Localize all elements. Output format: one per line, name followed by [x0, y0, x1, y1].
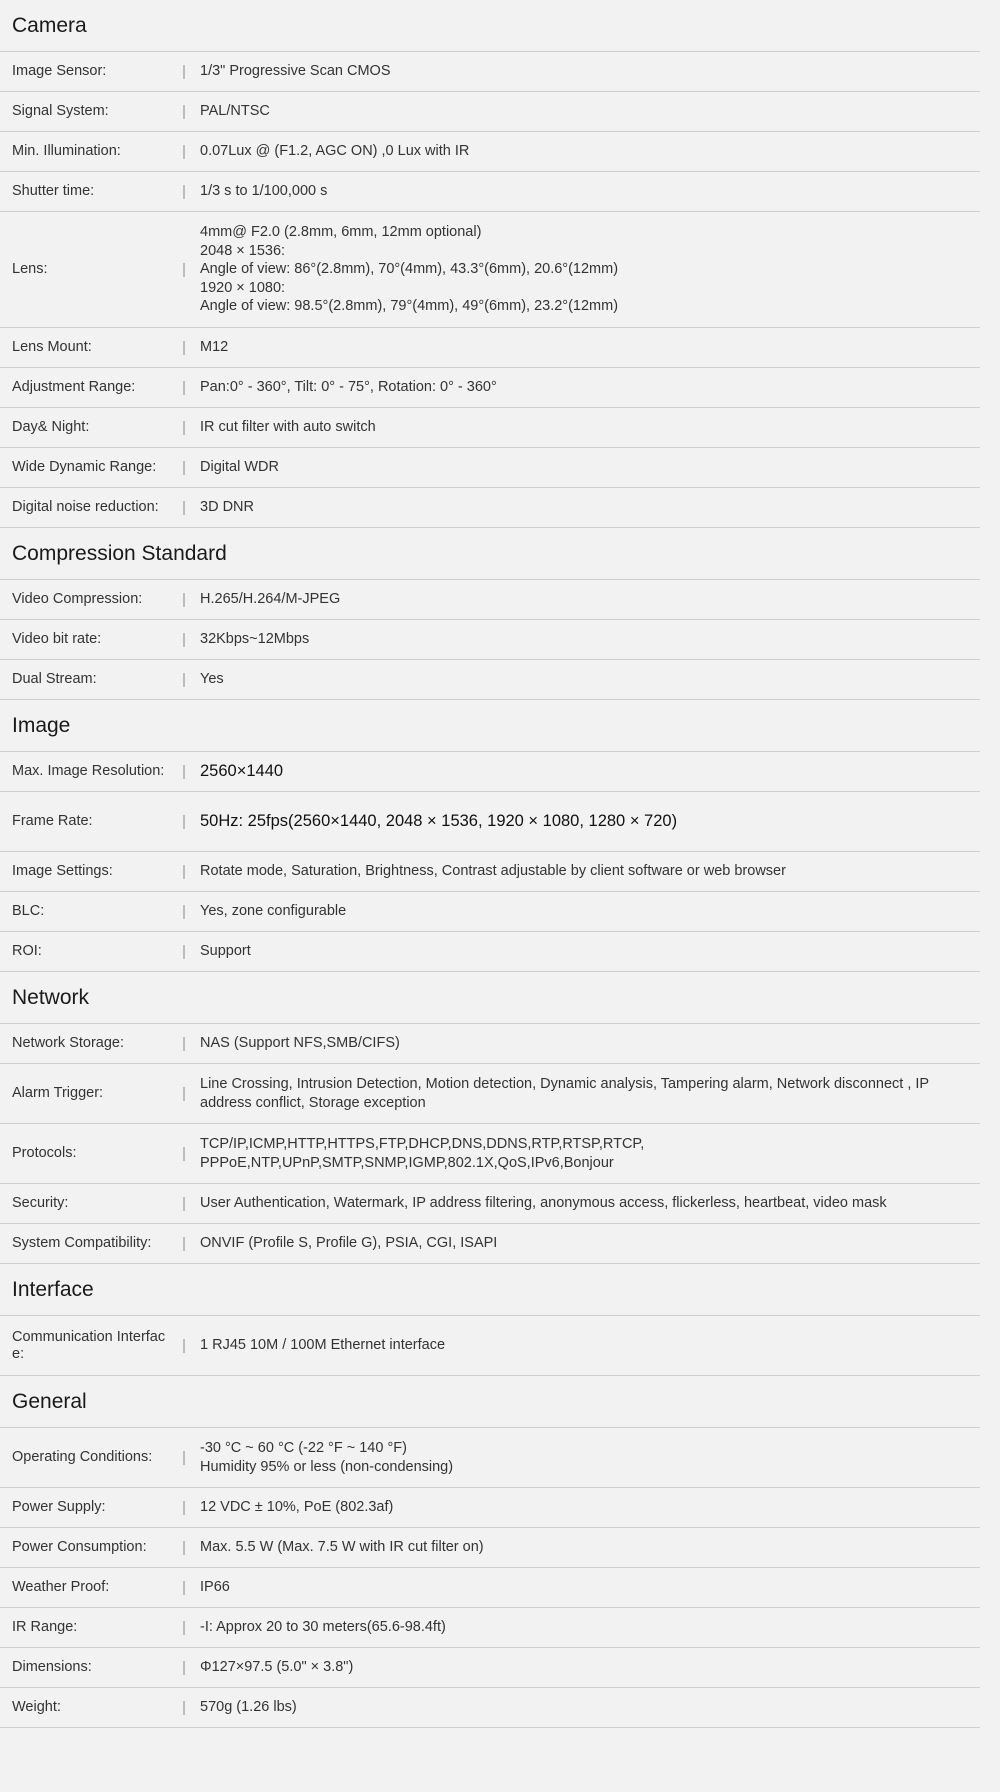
spec-value: 1/3 s to 1/100,000 s: [200, 183, 328, 200]
spec-row: [0, 52, 980, 92]
spec-value: 50Hz: 25fps(2560×1440, 2048 × 1536, 1920 × 1080, 1280 × 720): [200, 812, 678, 831]
spec-value: Max. 5.5 W (Max. 7.5 W with IR cut filter on): [200, 1539, 484, 1556]
spec-label: Image Sensor:: [12, 63, 107, 79]
spec-label: Lens:: [12, 261, 48, 277]
spec-value: 2560×1440: [200, 762, 284, 781]
spec-row: [0, 892, 980, 932]
spec-row: [0, 1316, 980, 1376]
spec-row: [0, 212, 980, 328]
separator: |: [182, 419, 186, 436]
section-title: Network: [0, 972, 980, 1024]
spec-value: Line Crossing, Intrusion Detection, Motion detection, Dynamic analysis, Tampering alarm, Network disconnect , IP address conflict, Storage exception: [200, 1076, 930, 1111]
separator: |: [182, 1145, 186, 1162]
spec-label: Weather Proof:: [12, 1579, 110, 1595]
spec-value: ONVIF (Profile S, Profile G), PSIA, CGI, ISAPI: [200, 1235, 498, 1252]
spec-label: Max. Image Resolution:: [12, 763, 165, 779]
spec-label: Network Storage:: [12, 1035, 125, 1051]
spec-label: Dual Stream:: [12, 671, 97, 687]
spec-value: TCP/IP,ICMP,HTTP,HTTPS,FTP,DHCP,DNS,DDNS,RTP,RTSP,RTCP, PPPoE,NTP,UPnP,SMTP,SNMP,IGMP,802.1X,QoS,IPv6,Bonjour: [200, 1136, 645, 1171]
section-title: General: [0, 1376, 980, 1428]
spec-row: [0, 1064, 980, 1124]
separator: |: [182, 1035, 186, 1052]
spec-label: Signal System:: [12, 103, 109, 119]
spec-value: 32Kbps~12Mbps: [200, 631, 310, 648]
spec-label: Lens Mount:: [12, 339, 92, 355]
separator: |: [182, 183, 186, 200]
spec-row: [0, 1488, 980, 1528]
spec-value: Yes: [200, 671, 224, 688]
spec-row: [0, 328, 980, 368]
spec-row: [0, 620, 980, 660]
separator: |: [182, 499, 186, 516]
spec-label: Weight:: [12, 1699, 61, 1715]
spec-row: [0, 852, 980, 892]
separator: |: [182, 671, 186, 688]
spec-value: Yes, zone configurable: [200, 903, 347, 920]
separator: |: [182, 863, 186, 880]
spec-row: [0, 448, 980, 488]
spec-value: Φ127×97.5 (5.0" × 3.8"): [200, 1659, 354, 1676]
spec-value: Support: [200, 943, 251, 960]
spec-value: 1 RJ45 10M / 100M Ethernet interface: [200, 1337, 446, 1354]
spec-row: [0, 1608, 980, 1648]
spec-row: [0, 1224, 980, 1264]
separator: |: [182, 1337, 186, 1354]
separator: |: [182, 1619, 186, 1636]
spec-value: IP66: [200, 1579, 230, 1596]
spec-value: Pan:0° - 360°, Tilt: 0° - 75°, Rotation: 0° - 360°: [200, 379, 497, 396]
spec-label: Adjustment Range:: [12, 379, 136, 395]
spec-value: 12 VDC ± 10%, PoE (802.3af): [200, 1499, 394, 1516]
spec-label: Alarm Trigger:: [12, 1085, 104, 1101]
spec-value: Digital WDR: [200, 459, 279, 476]
separator: |: [182, 63, 186, 80]
spec-label: Image Settings:: [12, 863, 113, 879]
spec-row: [0, 1568, 980, 1608]
spec-label: Shutter time:: [12, 183, 95, 199]
separator: |: [182, 1579, 186, 1596]
section-title: Camera: [0, 0, 980, 52]
spec-row: [0, 1124, 980, 1184]
spec-row: [0, 1184, 980, 1224]
spec-row: [0, 792, 980, 852]
spec-row: [0, 580, 980, 620]
separator: |: [182, 261, 186, 278]
spec-row: [0, 368, 980, 408]
separator: |: [182, 143, 186, 160]
spec-row: [0, 932, 980, 972]
spec-value: 1/3" Progressive Scan CMOS: [200, 63, 391, 80]
spec-row: [0, 1428, 980, 1488]
spec-label: Communication Interfac e:: [12, 1328, 166, 1362]
spec-row: [0, 172, 980, 212]
spec-value: Rotate mode, Saturation, Brightness, Contrast adjustable by client software or web browser: [200, 863, 786, 880]
spec-value: IR cut filter with auto switch: [200, 419, 376, 436]
spec-label: BLC:: [12, 903, 45, 919]
spec-label: Digital noise reduction:: [12, 499, 159, 515]
spec-label: Power Supply:: [12, 1499, 106, 1515]
spec-label: ROI:: [12, 943, 42, 959]
spec-label: IR Range:: [12, 1619, 78, 1635]
spec-row: [0, 660, 980, 700]
spec-row: [0, 132, 980, 172]
spec-value: 570g (1.26 lbs): [200, 1699, 297, 1716]
spec-value: User Authentication, Watermark, IP address filtering, anonymous access, flickerless, heartbeat, video mask: [200, 1195, 887, 1212]
section-title: Image: [0, 700, 980, 752]
separator: |: [182, 943, 186, 960]
spec-value: M12: [200, 339, 229, 356]
separator: |: [182, 813, 186, 830]
separator: |: [182, 1699, 186, 1716]
spec-row: [0, 752, 980, 792]
spec-label: Video Compression:: [12, 591, 143, 607]
spec-value: -I: Approx 20 to 30 meters(65.6-98.4ft): [200, 1619, 446, 1636]
spec-value: NAS (Support NFS,SMB/CIFS): [200, 1035, 400, 1052]
separator: |: [182, 339, 186, 356]
separator: |: [182, 459, 186, 476]
spec-label: Security:: [12, 1195, 69, 1211]
separator: |: [182, 1235, 186, 1252]
separator: |: [182, 1085, 186, 1102]
spec-row: [0, 1648, 980, 1688]
section-title: Compression Standard: [0, 528, 980, 580]
spec-row: [0, 92, 980, 132]
separator: |: [182, 1195, 186, 1212]
spec-row: [0, 408, 980, 448]
separator: |: [182, 763, 186, 780]
separator: |: [182, 591, 186, 608]
spec-value: 4mm@ F2.0 (2.8mm, 6mm, 12mm optional) 2048 × 1536: Angle of view: 86°(2.8mm), 70°(4mm), 43.3°(6mm), 20.6°(12mm) 1920 × 1080: Angle of view: 98.5°(2.8mm), 79°(4mm), 49°(6mm), 23.2°(12mm): [200, 224, 619, 315]
separator: |: [182, 631, 186, 648]
spec-label: Dimensions:: [12, 1659, 92, 1675]
spec-label: System Compatibility:: [12, 1235, 152, 1251]
spec-label: Day& Night:: [12, 419, 90, 435]
separator: |: [182, 1539, 186, 1556]
spec-value: 3D DNR: [200, 499, 254, 516]
spec-row: [0, 1024, 980, 1064]
spec-value: -30 °C ~ 60 °C (-22 °F ~ 140 °F) Humidity 95% or less (non-condensing): [200, 1440, 454, 1475]
spec-label: Video bit rate:: [12, 631, 102, 647]
separator: |: [182, 903, 186, 920]
spec-value: H.265/H.264/M-JPEG: [200, 591, 341, 608]
spec-row: [0, 1528, 980, 1568]
separator: |: [182, 1659, 186, 1676]
spec-value: PAL/NTSC: [200, 103, 270, 120]
section-title: Interface: [0, 1264, 980, 1316]
spec-row: [0, 488, 980, 528]
separator: |: [182, 103, 186, 120]
spec-label: Wide Dynamic Range:: [12, 459, 157, 475]
separator: |: [182, 1499, 186, 1516]
spec-label: Operating Conditions:: [12, 1449, 153, 1465]
spec-row: [0, 1688, 980, 1728]
spec-value: 0.07Lux @ (F1.2, AGC ON) ,0 Lux with IR: [200, 143, 470, 160]
separator: |: [182, 379, 186, 396]
spec-label: Frame Rate:: [12, 813, 93, 829]
spec-label: Min. Illumination:: [12, 143, 121, 159]
separator: |: [182, 1449, 186, 1466]
spec-label: Power Consumption:: [12, 1539, 147, 1555]
spec-label: Protocols:: [12, 1145, 77, 1161]
